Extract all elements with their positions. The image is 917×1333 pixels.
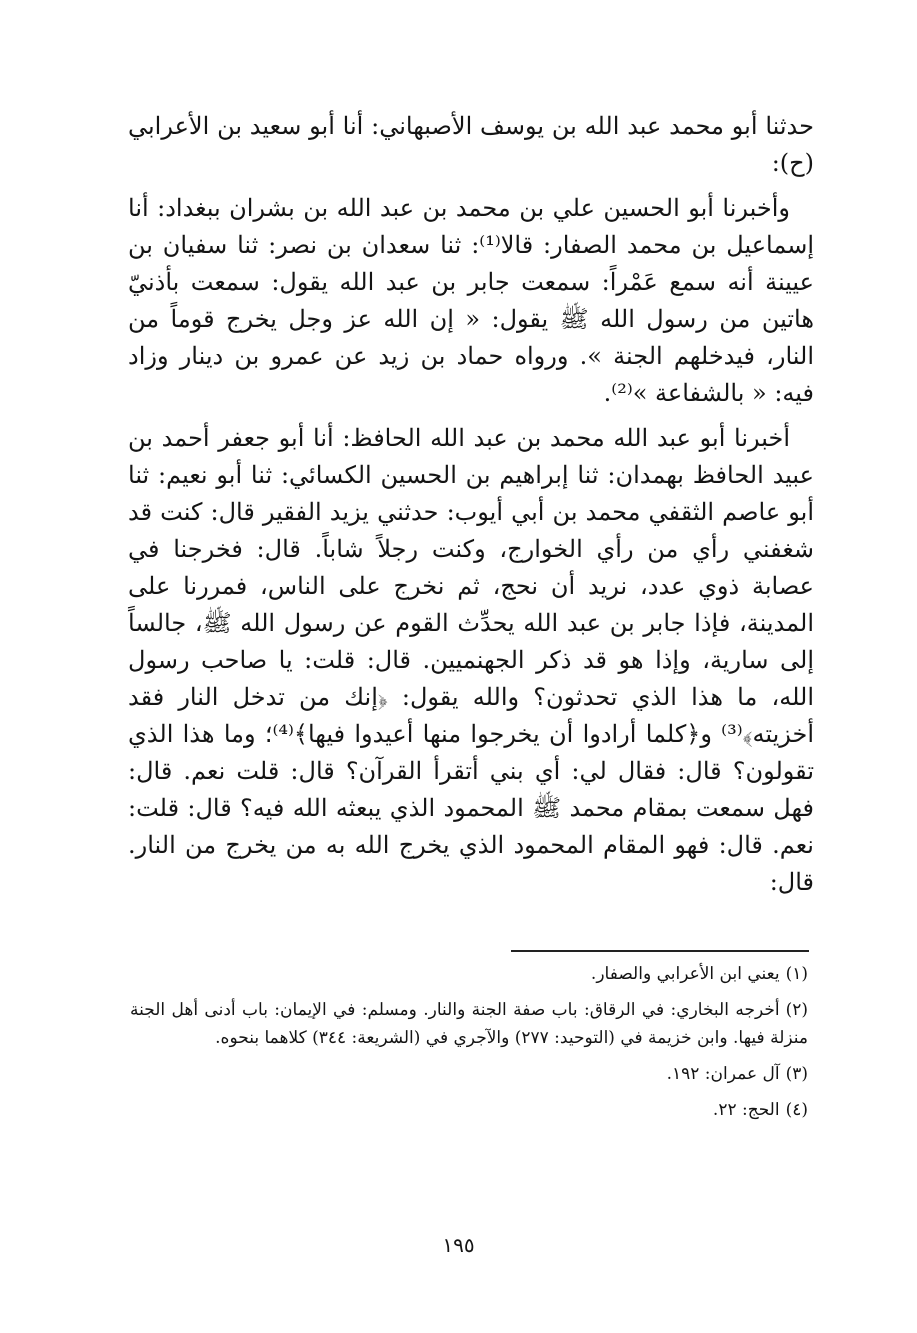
footnote-number: (٣)	[785, 1064, 808, 1084]
footnote-4	[130, 1096, 808, 1124]
main-text	[128, 108, 814, 909]
footnote-text: الحج: ٢٢.	[712, 1100, 780, 1120]
footnote-number: (٢)	[785, 1000, 808, 1020]
paragraph-1: حدثنا أبو محمد عبد الله بن يوسف الأصبهاني: أنا أبو سعيد بن الأعرابي (ح):	[128, 112, 814, 177]
footnote-text: أخرجه البخاري: في الرقاق: باب صفة الجنة والنار. ومسلم: في الإيمان: باب أدنى أهل الجنة منزلة فيها. وابن خزيمة في (التوحيد: ٢٧٧) والآجري في (الشريعة: ٣٤٤) كلاهما بنحوه.	[130, 1000, 808, 1048]
paragraph-2: وأخبرنا أبو الحسين علي بن محمد بن عبد الله بن بشران ببغداد: أنا إسماعيل بن محمد الصفار: قالا⁽¹⁾: ثنا سعدان بن نصر: ثنا سفيان بن عيينة أنه سمع عَمْراً: سمعت جابر بن عبد الله يقول: سمعت بأذنيّ هاتين من رسول الله ﷺ يقول: « إن الله عز وجل يخرج قوماً من النار، فيدخلهم الجنة ». ورواه حماد بن زيد عن عمرو بن دينار وزاد فيه: « بالشفاعة »⁽²⁾.	[128, 194, 815, 407]
footnote-text: يعني ابن الأعرابي والصفار.	[590, 964, 780, 984]
page-number: ١٩٥	[442, 1233, 475, 1257]
footnote-text: آل عمران: ١٩٢.	[666, 1064, 780, 1084]
footnote-3	[130, 1060, 808, 1088]
footnote-divider	[511, 950, 809, 952]
footnote-number: (١)	[785, 964, 808, 984]
footnote-2	[130, 996, 808, 1052]
footnotes	[130, 960, 808, 1132]
footnote-1	[130, 960, 808, 988]
footnote-number: (٤)	[785, 1100, 808, 1120]
paragraph-3: أخبرنا أبو عبد الله محمد بن عبد الله الحافظ: أنا أبو جعفر أحمد بن عبيد الحافظ بهمدان: ثنا إبراهيم بن الحسين الكسائي: ثنا أبو نعيم: ثنا أبو عاصم الثقفي محمد بن أبي أيوب: حدثني يزيد الفقير قال: كنت قد شغفني رأي من رأي الخوارج، وكنت رجلاً شاباً. قال: فخرجنا في عصابة ذوي عدد، نريد أن نحج، ثم نخرج على الناس، فمررنا على المدينة، فإذا جابر بن عبد الله يحدِّث القوم عن رسول الله ﷺ، جالساً إلى سارية، وإذا هو قد ذكر الجهنميين. قال: قلت: يا صاحب رسول الله، ما هذا الذي تحدثون؟ والله يقول: ﴿إنك من تدخل النار فقد أخزيته﴾⁽³⁾ و﴿كلما أرادوا أن يخرجوا منها أعيدوا فيها﴾⁽⁴⁾؛ وما هذا الذي تقولون؟ قال: فقال لي: أي بني أتقرأ القرآن؟ قال: قلت نعم. قال: فهل سمعت بمقام محمد ﷺ المحمود الذي يبعثه الله فيه؟ قال: قلت: نعم. قال: فهو المقام المحمود الذي يخرج الله به من يخرج من النار. قال:	[128, 424, 815, 896]
